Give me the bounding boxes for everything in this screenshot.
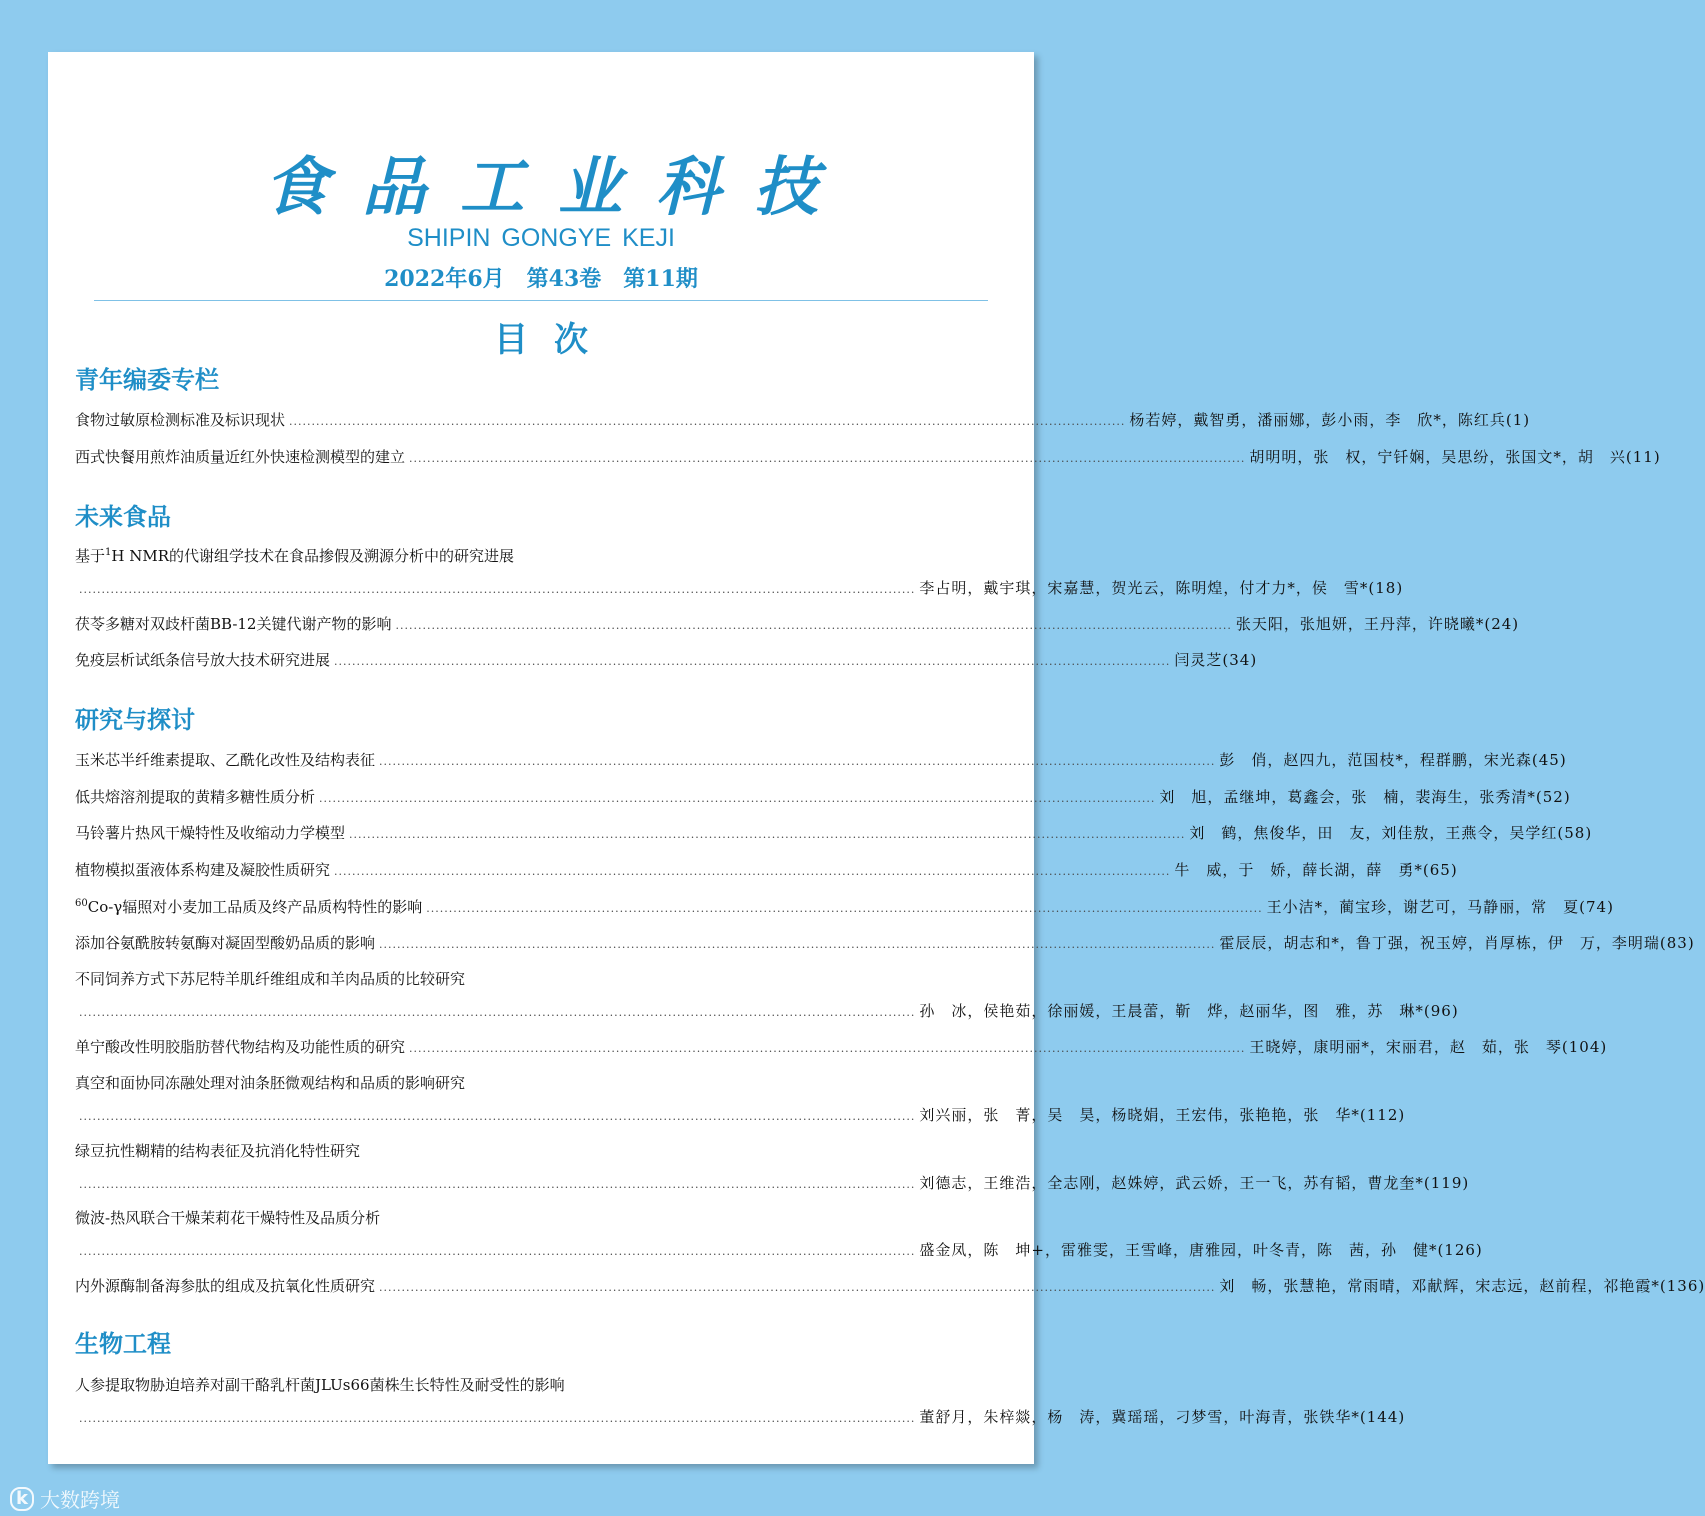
toc-entry[interactable] <box>75 749 1567 771</box>
toc-entry[interactable] <box>75 822 1593 844</box>
journal-pinyin: SHIPIN GONGYE KEJI <box>407 224 675 252</box>
entry-authors: 孙 冰，侯艳茹，徐丽媛，王晨蕾，靳 烨，赵丽华，图 雅，苏 琳*(96) <box>919 1002 1459 1020</box>
entry-title: 绿豆抗性糊精的结构表征及抗消化特性研究 <box>75 1142 361 1160</box>
toc-entry[interactable] <box>75 409 1531 431</box>
entry-authors: 牛 威，于 娇，薛长湖，薛 勇*(65) <box>1174 861 1458 879</box>
toc-entry-title-line[interactable] <box>75 1374 1006 1396</box>
issue-line: 2022年6月 第43卷 第11期 <box>384 266 698 292</box>
toc-entry[interactable] <box>75 896 1614 918</box>
toc-entry-author-line[interactable] <box>75 1239 1483 1261</box>
leader-dots: .......................................................................................................................................................................................... <box>79 1110 916 1123</box>
toc-entry[interactable] <box>75 859 1458 881</box>
entry-title: 植物模拟蛋液体系构建及凝胶性质研究 <box>75 861 331 879</box>
leader-dots: .......................................................................................................................................................................................... <box>426 902 1263 915</box>
toc-entry[interactable] <box>75 786 1571 808</box>
toc-heading: 目次 <box>494 320 614 360</box>
toc-entry[interactable] <box>75 932 1695 954</box>
leader-dots: .......................................................................................................................................................................................... <box>79 1006 916 1019</box>
entry-title: 单宁酸改性明胶脂肪替代物结构及功能性质的研究 <box>75 1038 406 1056</box>
toc-entry[interactable] <box>75 613 1520 635</box>
entry-authors: 董舒月，朱梓燚，杨 涛，冀瑶瑶，刁梦雪，叶海青，张铁华*(144) <box>919 1408 1406 1426</box>
leader-dots: .......................................................................................................................................................................................... <box>379 755 1216 768</box>
leader-dots: .......................................................................................................................................................................................... <box>409 452 1246 465</box>
toc-entry-title-line[interactable] <box>75 545 1006 567</box>
entry-authors: 刘兴丽，张 菁，吴 昊，杨晓娟，王宏伟，张艳艳，张 华*(112) <box>919 1106 1406 1124</box>
leader-dots: .......................................................................................................................................................................................... <box>334 655 1171 668</box>
entry-authors: 霍辰辰，胡志和*，鲁丁强，祝玉婷，肖厚栋，伊 万，李明瑞(83) <box>1219 934 1695 952</box>
entry-authors: 刘 鹤，焦俊华，田 友，刘佳敖，王燕令，吴学红(58) <box>1189 824 1593 842</box>
toc-entry-author-line[interactable] <box>75 1172 1470 1194</box>
entry-authors: 刘 旭，孟继坤，葛鑫会，张 楠，裴海生，张秀清*(52) <box>1159 788 1571 806</box>
entry-title: 微波-热风联合干燥茉莉花干燥特性及品质分析 <box>75 1209 381 1227</box>
entry-title: 内外源酶制备海参肽的组成及抗氧化性质研究 <box>75 1277 376 1295</box>
toc-entry-author-line[interactable] <box>75 1406 1406 1428</box>
entry-title: 人参提取物胁迫培养对副干酪乳杆菌JLUs66菌株生长特性及耐受性的影响 <box>75 1376 565 1394</box>
watermark-text: 大数跨境 <box>39 1488 120 1512</box>
toc-entry-title-line[interactable] <box>75 968 1006 990</box>
entry-title: 真空和面协同冻融处理对油条胚微观结构和品质的影响研究 <box>75 1074 466 1092</box>
leader-dots: .......................................................................................................................................................................................... <box>289 415 1126 428</box>
toc-entry-title-line[interactable] <box>75 1140 1006 1162</box>
toc-entry[interactable] <box>75 1275 1705 1297</box>
leader-dots: .......................................................................................................................................................................................... <box>79 583 916 596</box>
entry-title: 马铃薯片热风干燥特性及收缩动力学模型 <box>75 824 346 842</box>
section-heading: 青年编委专栏 <box>75 365 219 394</box>
entry-authors: 王小洁*，蔺宝珍，谢艺可，马静丽，常 夏(74) <box>1266 898 1614 916</box>
leader-dots: .......................................................................................................................................................................................... <box>334 865 1171 878</box>
entry-title: 不同饲养方式下苏尼特羊肌纤维组成和羊肉品质的比较研究 <box>75 970 466 988</box>
journal-page <box>48 52 1705 1464</box>
entry-title: 食物过敏原检测标准及标识现状 <box>75 411 286 429</box>
entry-authors: 盛金凤，陈 坤+，雷雅雯，王雪峰，唐雅园，叶冬青，陈 茜，孙 健*(126) <box>919 1241 1483 1259</box>
toc-entry[interactable] <box>75 446 1661 468</box>
toc-entry[interactable] <box>75 1036 1608 1058</box>
entry-authors: 杨若婷，戴智勇，潘丽娜，彭小雨，李 欣*，陈红兵(1) <box>1129 411 1531 429</box>
watermark-logo-icon: k <box>10 1487 34 1511</box>
leader-dots: .......................................................................................................................................................................................... <box>349 828 1186 841</box>
entry-authors: 胡明明，张 权，宁钎娴，吴思纷，张国文*，胡 兴(11) <box>1249 448 1661 466</box>
entry-authors: 李占明，戴宇琪，宋嘉慧，贺光云，陈明煌，付才力*，侯 雪*(18) <box>919 579 1404 597</box>
toc-entry-author-line[interactable] <box>75 577 1404 599</box>
leader-dots: .......................................................................................................................................................................................... <box>79 1245 916 1258</box>
entry-title: 西式快餐用煎炸油质量近红外快速检测模型的建立 <box>75 448 406 466</box>
toc-entry-author-line[interactable] <box>75 1104 1406 1126</box>
section-heading: 未来食品 <box>75 502 171 531</box>
section-heading: 研究与探讨 <box>75 705 195 734</box>
toc-entry-title-line[interactable] <box>75 1207 1006 1229</box>
watermark <box>10 1484 120 1513</box>
entry-authors: 刘德志，王维浩，全志刚，赵姝婷，武云娇，王一飞，苏有韬，曹龙奎*(119) <box>919 1174 1470 1192</box>
entry-authors: 张天阳，张旭妍，王丹萍，许晓曦*(24) <box>1235 615 1520 633</box>
entry-title: 基于$^1$H NMR的代谢组学技术在食品掺假及溯源分析中的研究进展 <box>75 547 515 565</box>
section-heading: 生物工程 <box>75 1329 171 1358</box>
entry-title: $^{60}$Co-γ辐照对小麦加工品质及终产品质构特性的影响 <box>75 898 423 916</box>
toc-entry-title-line[interactable] <box>75 1072 1006 1094</box>
journal-title: 食品工业科技 <box>264 150 852 225</box>
entry-title: 免疫层析试纸条信号放大技术研究进展 <box>75 651 331 669</box>
header-divider <box>94 300 988 301</box>
entry-title: 低共熔溶剂提取的黄精多糖性质分析 <box>75 788 316 806</box>
leader-dots: .......................................................................................................................................................................................... <box>79 1178 916 1191</box>
toc-entry-author-line[interactable] <box>75 1000 1459 1022</box>
entry-authors: 彭 俏，赵四九，范国枝*，程群鹏，宋光森(45) <box>1219 751 1567 769</box>
leader-dots: .......................................................................................................................................................................................... <box>395 619 1232 632</box>
entry-title: 玉米芯半纤维素提取、乙酰化改性及结构表征 <box>75 751 376 769</box>
leader-dots: .......................................................................................................................................................................................... <box>319 792 1156 805</box>
entry-authors: 刘 畅，张慧艳，常雨晴，邓献辉，宋志远，赵前程，祁艳霞*(136) <box>1219 1277 1705 1295</box>
leader-dots: .......................................................................................................................................................................................... <box>409 1042 1246 1055</box>
leader-dots: .......................................................................................................................................................................................... <box>379 938 1216 951</box>
entry-authors: 王晓婷，康明丽*，宋丽君，赵 茹，张 琴(104) <box>1249 1038 1608 1056</box>
leader-dots: .......................................................................................................................................................................................... <box>79 1412 916 1425</box>
leader-dots: .......................................................................................................................................................................................... <box>379 1281 1216 1294</box>
toc-entry[interactable] <box>75 649 1258 671</box>
entry-title: 茯苓多糖对双歧杆菌BB-12关键代谢产物的影响 <box>75 615 392 633</box>
entry-authors: 闫灵芝(34) <box>1174 651 1258 669</box>
entry-title: 添加谷氨酰胺转氨酶对凝固型酸奶品质的影响 <box>75 934 376 952</box>
